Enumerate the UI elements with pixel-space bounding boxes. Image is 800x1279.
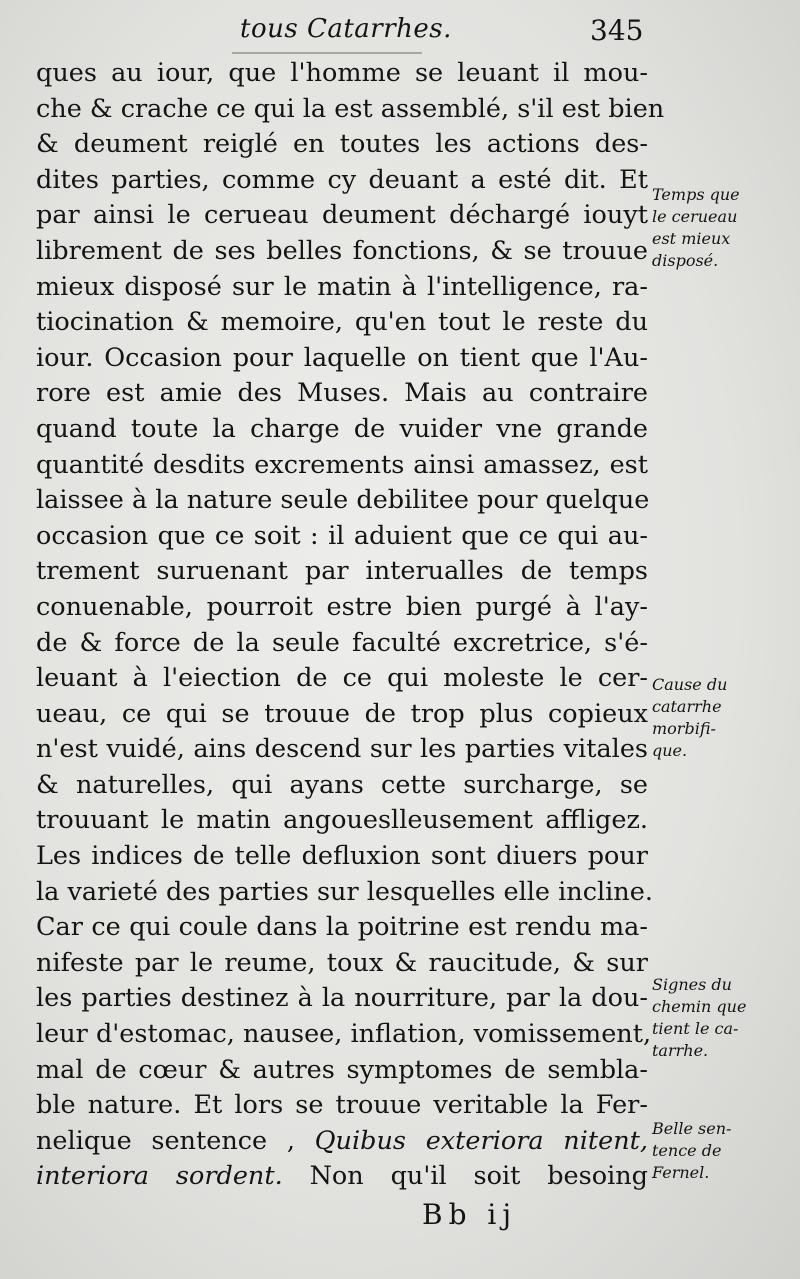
margin-note-cause <box>652 674 772 762</box>
text-line: & naturelles, qui ayans cette surcharge, se <box>36 769 648 800</box>
margin-note-line: morbifi- <box>652 719 716 738</box>
text-line: ueau, ce qui se trouue de trop plus copieux <box>36 698 648 729</box>
text-line: conuenable, pourroit estre bien purgé à l'ay- <box>36 591 648 622</box>
text-line: Les indices de telle defluxion sont diuers pour <box>36 841 648 872</box>
text-line <box>36 1159 648 1195</box>
margin-note-line: Temps que <box>652 185 740 204</box>
text-line: che & crache ce qui la est assemblé, s'il est bien <box>36 93 665 124</box>
text-line: dites parties, comme cy deuant a esté dit. Et <box>36 164 648 195</box>
margin-note-line: le cerueau <box>652 207 738 226</box>
body-text <box>36 56 665 1195</box>
margin-note-line: chemin que <box>652 997 747 1016</box>
margin-note-line: est mieux <box>652 229 731 248</box>
text-line: quand toute la charge de vuider vne grande <box>36 413 648 444</box>
margin-note-line: tarrhe. <box>652 1041 709 1060</box>
margin-note-temps <box>652 184 772 272</box>
text-line: mal de cœur & autres symptomes de sembla- <box>36 1054 648 1085</box>
running-head-rule <box>232 52 422 54</box>
margin-note-line: Cause du <box>652 675 728 694</box>
text-line: leuant à l'eiection de ce qui moleste le cer- <box>36 663 648 694</box>
text-line: nifeste par le reume, toux & raucitude, & sur <box>36 947 648 978</box>
running-head: tous Catarrhes. <box>240 14 452 44</box>
text-line: & deument reiglé en toutes les actions des- <box>36 129 648 160</box>
text-span: nelique sentence , <box>36 1125 315 1156</box>
margin-note-line: Signes du <box>652 975 732 994</box>
margin-note-line: tence de <box>652 1141 722 1160</box>
margin-note-line: tient le ca- <box>652 1019 739 1038</box>
text-line: de & force de la seule faculté excretrice, s'é- <box>36 627 648 658</box>
latin-quote: interiora sordent. <box>36 1161 283 1192</box>
text-line <box>36 1124 648 1160</box>
text-line: occasion que ce soit : il aduient que ce qui au- <box>36 520 648 551</box>
text-line: tiocination & memoire, qu'en tout le reste du <box>36 307 648 338</box>
text-line: quantité desdits excrements ainsi amassez, est <box>36 449 648 480</box>
text-line: ques au iour, que l'homme se leuant il mou- <box>36 58 648 88</box>
text-line: n'est vuidé, ains descend sur les parties vitales <box>36 734 648 765</box>
margin-note-signes <box>652 974 772 1062</box>
text-line: ble nature. Et lors se trouue veritable la Fer- <box>36 1090 648 1121</box>
text-line: trement suruenant par interualles de temps <box>36 556 648 587</box>
text-span: Non qu'il soit besoing <box>282 1161 648 1192</box>
margin-note-line: catarrhe <box>652 697 722 716</box>
text-line: Car ce qui coule dans la poitrine est rendu ma- <box>36 912 648 943</box>
margin-note-line: Belle sen- <box>652 1119 732 1138</box>
text-line: rore est amie des Muses. Mais au contraire <box>36 378 648 409</box>
text-line: leur d'estomac, nausee, inflation, vomissement, <box>36 1019 652 1050</box>
text-line: la varieté des parties sur lesquelles elle incline. <box>36 876 653 907</box>
text-line: par ainsi le cerueau deument déchargé iouyt <box>36 200 648 231</box>
text-line: iour. Occasion pour laquelle on tient que l'Au- <box>36 342 648 373</box>
latin-quote: Quibus exteriora nitent, <box>314 1125 648 1156</box>
text-line: trouuant le matin angoueslleusement affligez. <box>36 805 648 836</box>
margin-note-line: Fernel. <box>652 1163 710 1182</box>
page-number: 345 <box>590 14 644 47</box>
signature-mark: Bb ij <box>422 1198 518 1231</box>
text-line: laissee à la nature seule debilitee pour quelque <box>36 485 650 516</box>
margin-note-line: disposé. <box>652 251 719 270</box>
margin-note-line: que. <box>652 741 688 760</box>
text-line: mieux disposé sur le matin à l'intelligence, ra- <box>36 271 648 302</box>
margin-note-sentence <box>652 1118 772 1184</box>
text-line: librement de ses belles fonctions, & se trouue <box>36 235 648 266</box>
text-line: les parties destinez à la nourriture, par la dou- <box>36 983 648 1014</box>
